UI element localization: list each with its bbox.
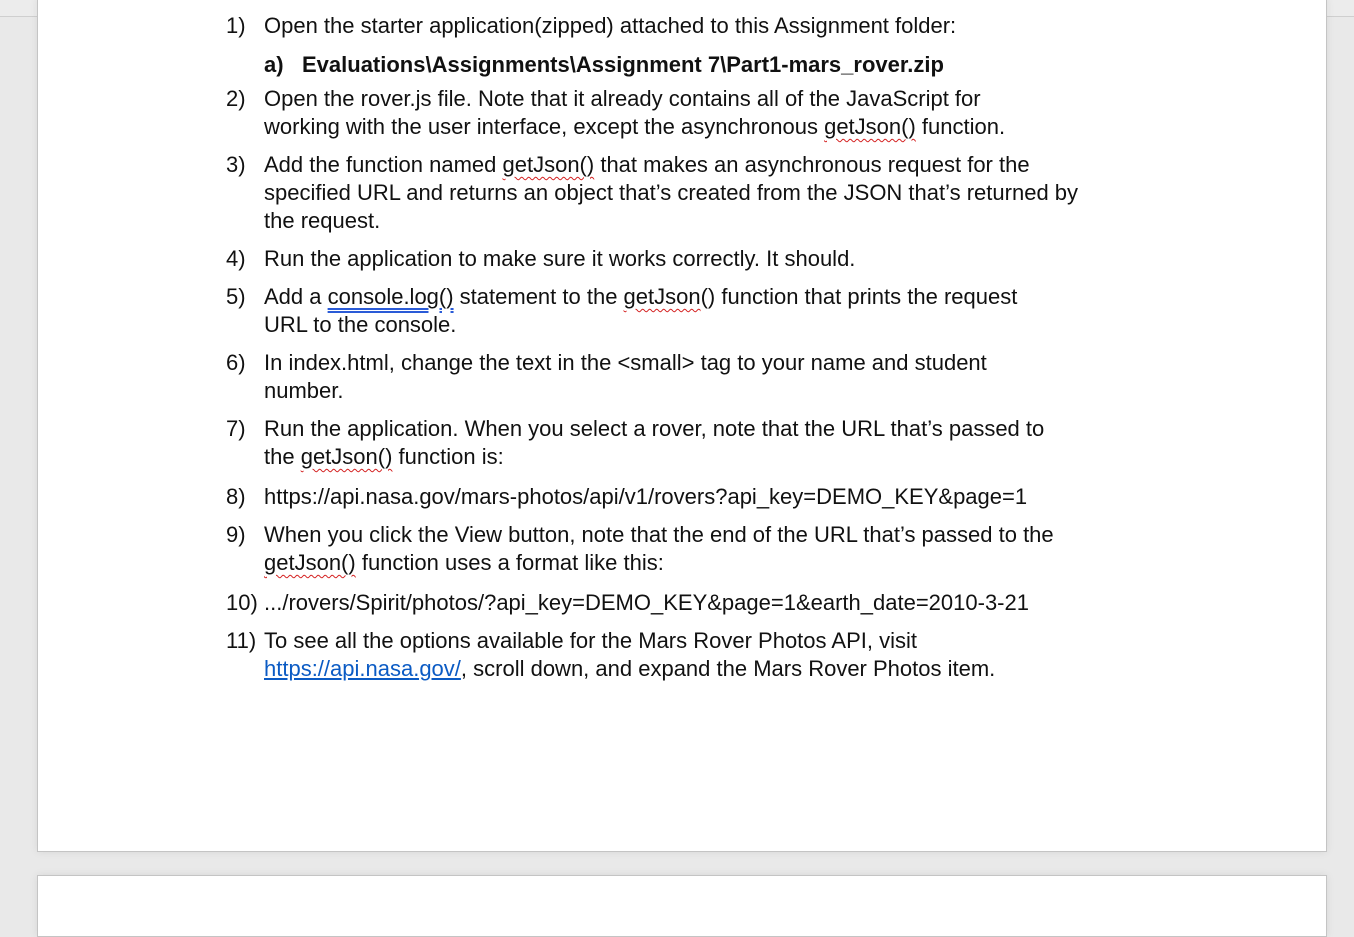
spelling-flagged-word[interactable]: getJson() [502,152,595,177]
item-text [264,283,1064,339]
spelling-flagged-word[interactable]: getJson() [300,444,393,469]
next-document-page[interactable] [37,875,1327,937]
item-number: 4) [226,246,246,271]
item-text: In index.html, change the text in the <small> tag to your name and student number. [264,350,987,403]
item-number: 6) [226,350,246,375]
text-run: function. [915,114,1006,139]
text-run: function is: [392,444,504,469]
item-number: 8) [226,484,246,509]
item-text [264,85,1054,141]
document-page[interactable] [37,0,1327,852]
item-text [264,415,1069,471]
item-text: Run the application to make sure it works correctly. It should. [264,246,856,271]
item-text: .../rovers/Spirit/photos/?api_key=DEMO_KEY&page=1&earth_date=2010-3-21 [264,590,1029,615]
item-text: Open the starter application(zipped) attached to this Assignment folder: [264,13,957,38]
text-run: function uses a format like this: [355,550,664,575]
text-run: Add a [264,284,328,309]
item-number: 3) [226,152,246,177]
text-run: , scroll down, and expand the Mars Rover Photos item. [460,656,996,681]
item-text: https://api.nasa.gov/mars-photos/api/v1/rovers?api_key=DEMO_KEY&page=1 [264,484,1028,509]
text-run: Open the rover.js file. Note that it already contains all of the JavaScript for working with the user interface, except the asynchronous [264,86,981,139]
text-run: () function that prints the request URL to the console. [264,284,1018,337]
item-number: 10) [226,590,258,615]
item-number: 11) [226,628,257,653]
item-text [264,521,1069,577]
item-number: a) [264,52,284,77]
spelling-flagged-word[interactable]: getJson() [264,550,356,575]
nasa-api-link[interactable]: https://api.nasa.gov/ [264,656,461,681]
spelling-flagged-word[interactable]: getJson [623,284,701,309]
item-number: 2) [226,86,246,111]
item-number: 5) [226,284,246,309]
text-run: statement to the [453,284,624,309]
item-number: 1) [226,13,246,38]
item-text [264,627,1064,683]
grammar-flagged-word[interactable]: console.log() [327,284,454,309]
text-run: Add the function named [264,152,503,177]
item-text [264,151,1079,235]
text-run: When you click the View button, note that the end of the URL that’s passed to the [264,522,1054,547]
text-run: Run the application. When you select a rover, note that the URL that’s passed to the [264,416,1045,469]
item-number: 7) [226,416,246,441]
item-number: 9) [226,522,246,547]
spelling-flagged-word[interactable]: getJson() [824,114,916,139]
text-run: To see all the options available for the Mars Rover Photos API, visit [264,628,917,653]
file-path: Evaluations\Assignments\Assignment 7\Part1-mars_rover.zip [302,52,944,77]
text-run: that makes an asynchronous request for the specified URL and returns an object that’s created from the JSON that’s returned by the request. [264,152,1079,233]
